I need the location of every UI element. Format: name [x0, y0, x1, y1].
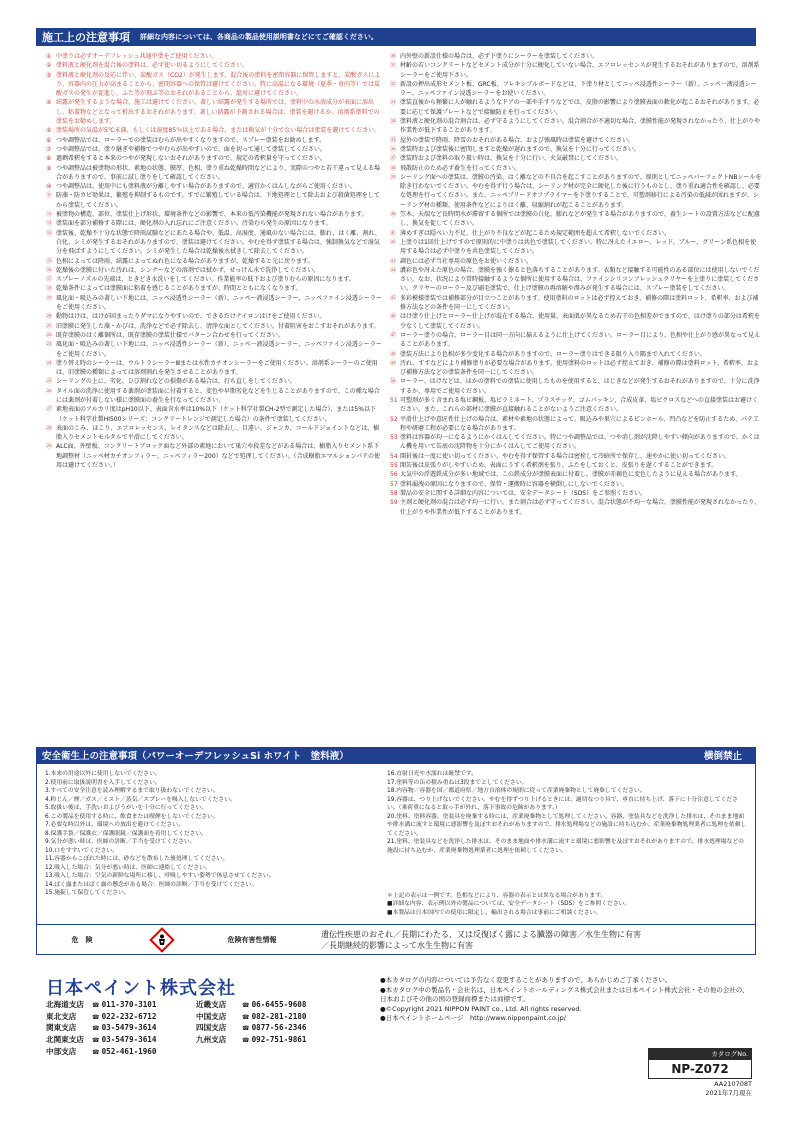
notes-subtitle: 詳細な内容については、各商品の製品使用説明書などにてご確認ください。 — [140, 33, 378, 41]
safety-item: 6.この製品を使用する時に、飲食または喫煙をしないでください。 — [45, 813, 219, 820]
safety-item: 10.口をすすいでください。 — [45, 847, 119, 854]
note-number: ㉓ — [46, 341, 53, 349]
disclaimer-line: ●本カタログの内容については予告なく変更することがありますので、あらかじめご了承ください。 — [380, 976, 672, 984]
note-text: 動物はけは、はけが固まったりダマになりやすいので、できるだけナイロンはけをご使用ください。 — [56, 313, 326, 321]
note-text: シーリングの上に、劣化、ひび割れなどの損傷がある場合は、打ち直しをしてください。 — [56, 378, 296, 386]
note-text: 新設の押出成形セメント板、GRC板、フレキシブルボードなどは、下塗り材としてニッペ浸透性シーラー（新）、ニッペ一液浸透シーラー、ニッペファイン浸透シーラーをお使いください。 — [400, 80, 757, 98]
note-number: ③ — [46, 71, 52, 79]
notes-title: 施工上の注意事項 — [42, 31, 130, 44]
note-text: 材齢の若いコンクリートなどセメント成分が十分に硬化していない場合、エフロレッセンスが発生するおそれがありますので、溶剤系シーラーをご使用下さい。 — [400, 62, 760, 79]
note-item — [390, 80, 762, 99]
note-number: 58 — [390, 489, 398, 497]
safety-item: 8.保護手袋／保護衣／保護眼鏡／保護面を着用してください。 — [45, 830, 208, 837]
note-number: ⑱ — [46, 285, 53, 293]
note-text: 防藻・防カビ効果は、繁殖を抑制するものです。すでに繁殖している場合は、下地処理として除去および殺菌処理をしてから塗装してください。 — [56, 192, 380, 209]
company-logo: 日本ペイント株式会社 — [46, 978, 236, 999]
note-item — [46, 387, 382, 406]
note-text: ローラー塗りの場合、ローラー目は同一方向に揃えるように仕上げてください。ローラー目により、色相や仕上がり感が異なって見えることがあります。 — [400, 331, 761, 349]
note-item — [390, 238, 762, 257]
note-number: ㊷ — [390, 238, 397, 246]
note-item — [390, 498, 762, 517]
catalog-box — [648, 1048, 752, 1098]
note-number: ⑦ — [46, 145, 52, 153]
branch-name: 北関東支店 — [46, 1035, 84, 1045]
branch-row — [46, 1047, 366, 1059]
no-tipping-badge: 横倒禁止 — [703, 751, 742, 762]
note-text: 既存塗膜のはく離個所は、既存塗膜の塗装仕様でパターン合わせを行ってください。 — [56, 331, 284, 339]
note-item — [390, 433, 762, 452]
note-text: 可塑剤が多く含まれる塩ビ鋼板、塩ビラミネート、プラスチック、ゴムパッキン、合成皮革、塩ビクロスなどへの直接塗装はお避けください。また、これらの部材に塗膜が直接触れることがないようご注意ください。 — [400, 396, 758, 414]
note-item — [46, 312, 382, 321]
note-number: ㊳ — [390, 164, 397, 172]
note-item — [390, 257, 762, 266]
safety-item: 12.吸入した場合：気分が悪い時は、医師に連絡してください。 — [45, 864, 211, 871]
disclaimer-line: ●本カタログ中の製品名・会社名は、日本ペイントホールディングス株式会社または日本ペイント株式会社・その他の会社の、日本およびその他の国の登録商標または商標です。 — [380, 985, 749, 1003]
note-number: ⑨ — [46, 164, 52, 172]
hazard-line: ／長期継続的影響によって水生生物に有害 — [321, 941, 473, 950]
safety-list-left — [45, 770, 385, 900]
note-item — [390, 396, 762, 415]
branch-phone: ☎ 092-751-9861 — [242, 1035, 346, 1047]
note-text: 表面のこみ、ほこり、エフロレッセンス、レイタンスなどは除去し、目違い、ジャンカ、コールドジョイントなどは、樹脂入りセメントモルタルで平滑にしてください。 — [56, 424, 380, 442]
note-number: ㊸ — [390, 257, 397, 265]
note-number: ㉚ — [390, 53, 397, 60]
note-text: 素地表面のアルカリ度はpH10以下、表面含水率は10%以下（ケット科学社製CH-2型で測定した場合）、または5%以下（ケット科学社製HI500シリーズ：コンクリートレンジで測定した場合）の条件で塗装してください。 — [56, 406, 376, 423]
note-number: ㉗ — [46, 406, 53, 414]
branch-phone: ☎ 022-232-6712 — [92, 1012, 196, 1024]
safety-note: ■詳細な内容、表示例以外の製品については、安全データシート（SDS）をご参照ください。 — [387, 901, 631, 908]
note-text: はけ塗り仕上げとローラー仕上げが混在する場合、使用量、表面肌が異なるため若干の色相差がでますので、はけ塗りの部分は希釈を少なくして塗装してください。 — [400, 313, 760, 330]
note-number: ⑧ — [46, 155, 52, 163]
note-number: ⑪ — [46, 192, 53, 200]
notes-column-right — [390, 52, 762, 732]
note-number: ㉖ — [46, 387, 53, 395]
note-number: ㉞ — [390, 118, 397, 126]
note-number: 56 — [390, 471, 398, 479]
branch-list — [46, 1000, 366, 1059]
note-number: ㊴ — [390, 173, 397, 181]
note-text: 開缶後は皮張りがしやすいため、表面にうすく希釈剤を張り、ふたをしておくと、皮張りを遅くすることができます。 — [400, 462, 718, 470]
note-item — [46, 191, 382, 210]
note-number: ⑭ — [46, 229, 53, 237]
note-text: 結露が発生するような場合、施工は避けてください。著しい結露が発生する場所では、塗料中の水溶成分が表面に溶出し、粘着物などとなって析出するおそれがあります。著しい結露が予測される場合は、塗装を避けるか、溶剤系塗料での塗装をお勧めします。 — [56, 99, 380, 126]
branch-phone: ☎ 052-461-1960 — [92, 1047, 196, 1059]
branch-phone: ☎ 03-5479-3614 — [92, 1035, 196, 1047]
note-item — [390, 294, 762, 313]
branch-name: 近畿支店 — [196, 1000, 227, 1009]
note-text: 塗装時および塗料の取り扱い時は、換気を十分に行い、火気厳禁にしてください。 — [400, 155, 623, 163]
note-item — [390, 266, 762, 294]
safety-item: 3.すべての安全注意を読み理解するまで取り扱わないでください。 — [45, 788, 219, 794]
note-item — [390, 377, 762, 396]
note-number: ㊺ — [390, 294, 397, 302]
note-item — [46, 359, 382, 378]
note-number: ⑳ — [46, 313, 53, 321]
catalog-date: 2021年7月現在 — [705, 1089, 752, 1097]
branch-phone: ☎ 0877-56-2346 — [242, 1023, 346, 1035]
note-text: 風化面・吸込みの著しい下地には、ニッペ浸透性シーラー（新）、ニッペー液浸透シーラー、ニッペファイン浸透シーラーをご使用ください。 — [56, 294, 382, 312]
note-item — [390, 173, 762, 210]
note-text: 塗装方法により色相が多少変化する場合がありますので、ローラー塗りはできる限り入り隅まで入れてください。 — [400, 350, 706, 358]
note-text: つや調整品は被塗物の形状、素地の状態、膜厚、色相、塗り重ね乾燥時間などにより、実際のつやと若干違って見える場合がありますので、事前に試し塗りをして確認してください。 — [56, 164, 381, 181]
safety-item: 14.ばく露またはばく露の懸念がある場合：医師の診断／手当を受けてください。 — [45, 881, 258, 888]
note-item — [46, 71, 382, 99]
branch-name: 九州支店 — [196, 1035, 227, 1045]
note-item — [390, 164, 762, 173]
note-item — [46, 98, 382, 126]
note-text: つや調整品は、使用中にも塗料液が分離しやすい場合がありますので、適宜かくはんしながらご使用ください。 — [56, 183, 356, 191]
note-number: ㊼ — [390, 331, 397, 339]
branch-name: 中国支店 — [196, 1011, 227, 1021]
branch-name: 関東支店 — [46, 1023, 77, 1033]
note-item — [390, 461, 762, 470]
note-item — [390, 312, 762, 331]
hazard-line: 遺伝性疾患のおそれ／長期にわたる、又は反復ばく露による臓器の障害／水生生物に有害 — [321, 930, 641, 939]
safety-note: ＊上記の表示は一例です。色相などにより、容器の表示とは異なる場合があります。 — [387, 893, 607, 899]
note-text: つや調整品では、塗り継ぎや補修でつやむらが出やすいので、面を切って通して塗装してください。 — [56, 145, 326, 153]
note-item — [46, 266, 382, 275]
note-text: 平滑仕上げや意匠性仕上げの場合は、素材や素地の状態によって、吸込みや巣穴によるピンホール、凹凸などを防止するため、パテ工程や研磨工程が必要になる場合があります。 — [400, 415, 760, 432]
note-text: 多彩模様塗装では補修部分が目立つことがあります。使用塗料のロットは必ず控えておき、補修の際は塗料ロット、希釈率、および補修方法などの条件を同一にしてください。 — [400, 294, 759, 312]
note-item — [390, 452, 762, 461]
note-number: 51 — [390, 396, 398, 404]
note-number: ⑲ — [46, 294, 53, 302]
note-text: 内外壁の新設仕様の場合は、必ず下塗りにシーラーを塗装してください。 — [400, 53, 599, 60]
note-item — [46, 257, 382, 266]
note-number: 53 — [390, 434, 398, 442]
note-number: 55 — [390, 462, 398, 470]
safety-item: 2.使用前に取扱説明書を入手してください。 — [45, 779, 161, 786]
safety-item: 19.容器は、つり上げないでください。やむを得ずつり上げるときには、適切なつり具で、垂直に持ち上げ、落下に十分注意してください。（乗荷重になると取っ手が外れ、落下事故の危険があります。） — [387, 796, 738, 811]
note-number: ⑮ — [46, 257, 53, 265]
disclaimer-line: ●日本ペイントホームページ http://www.nipponpaint.co.jp/ — [380, 1014, 566, 1022]
note-number: ④ — [46, 99, 52, 107]
note-item — [46, 405, 382, 424]
note-item — [390, 117, 762, 136]
note-number: ㉔ — [46, 359, 53, 367]
note-number: ⑫ — [46, 211, 53, 219]
note-number: ㉛ — [390, 62, 397, 70]
note-item — [46, 340, 382, 359]
note-item — [46, 424, 382, 443]
note-text: 塗装直後から頻繁に人が触れるようなドアの一部や手すりなどでは、皮脂の影響により塗膜表面の軟化が起こるおそれがあります。必要に応じて保護プレートなどで接触防止を行ってください。 — [400, 99, 760, 116]
note-item — [390, 331, 762, 350]
branch-name: 中部支店 — [46, 1046, 77, 1056]
note-item — [46, 136, 382, 145]
safety-item: 13.吸入した場合：空気の新鮮な場所に移し、呼吸しやすい姿勢で休息させてください。 — [45, 873, 275, 879]
note-number: 57 — [390, 480, 398, 488]
note-text: 塗料液と硬化剤の反応に伴い、炭酸ガス（CO2）が発生します。混合後の塗料を密閉容器に保管しますと、炭酸ガスにより、容器内の圧力が高まることから、密閉容器への保管は避けてください。特に高温になる環境（夏季・車内等）では炭酸ガスの発生が促進し、ふた等が飛ぶ等のおそれがあることから、絶対に避けてください。 — [56, 71, 381, 98]
note-text: 大気中の浮遊鉄成分が多い地域では、この鉄成分が塗膜表面に付着し、塗膜が赤褐色に変色したように見える場合があります。 — [400, 471, 742, 479]
note-text: 製品の安全に関する詳細な内容については、安全データシート（SDS）をご参照ください。 — [400, 489, 647, 497]
note-item — [46, 331, 382, 340]
note-number: ㊿ — [390, 378, 397, 386]
note-text: 開封後は一度に使い切ってください。やむを得ず保管する場合は密栓して冷暗所で保存し、速やかに使い切ってください。 — [400, 452, 731, 460]
note-text: 屋外の塗装で降雨、降雪のおそれがある場合、および強風時は塗装を避けてください。 — [400, 136, 635, 144]
note-text: 色相によっては降雨、結露によってぬれ色になる場合がありますが、乾燥すると元に戻ります。 — [56, 257, 314, 265]
safety-item: 9.気分が悪い時は、医師の診断／手当を受けてください。 — [45, 839, 196, 845]
note-item — [390, 229, 762, 238]
note-item — [46, 154, 382, 163]
note-text: ローラー、はけなどは、ほかの塗料での塗装に使用したものを使用すると、はじきなどが発生するおそれがありますので、十分に洗浄するか、専用でご使用ください。 — [400, 378, 760, 395]
note-item — [390, 210, 762, 229]
branch-name: 北海道支店 — [46, 1000, 84, 1009]
branch-row — [46, 1000, 366, 1012]
note-item — [390, 154, 762, 163]
note-item — [390, 470, 762, 479]
note-number: ⑬ — [46, 220, 53, 228]
note-text: スプレーノズルの先端は、ときどき水洗いをしてください。作業能率の低下および塗りむらの原因になります。 — [56, 276, 355, 284]
note-item — [390, 359, 762, 378]
notes-column-left — [46, 52, 382, 732]
note-item — [46, 219, 382, 228]
note-item — [390, 98, 762, 117]
safety-item: 5.取扱い後は、手洗いおよびうがいを十分に行ってください。 — [45, 805, 208, 811]
branch-row — [46, 1035, 366, 1047]
note-item — [390, 489, 762, 498]
note-number: ㊲ — [390, 155, 397, 163]
note-number: 59 — [390, 499, 398, 507]
note-text: シーリング面への塗装は、塗膜の汚染、はく離などの不具合を起こすことがありますので、原則としてニッペパーフェクトNBシールを除き行わないでください。やむを得ず行う場合は、シーリング材が完全に硬化した後に行うものとし、塗り重ね適合性を確認し、必要な処理を行ってください。また、ニッペプリードオフプライマーを下塗りすることで、可塑剤移行による汚染の低減が図れますが、シーリング材の種類、使用条件などによりはく離、収縮割れが起こることがあります。 — [400, 173, 762, 209]
note-text: 旧塗膜に発生した藻・かびは、洗浄などで必ず除去し、清浄な面としてください。付着阻害をおこすおそれがあります。 — [56, 322, 380, 330]
note-item — [46, 322, 382, 331]
hazard-info-label: 危険有害性情報 — [227, 936, 277, 944]
branch-phone: ☎ 082-281-2180 — [242, 1012, 346, 1024]
note-item — [390, 136, 762, 145]
note-item — [390, 52, 762, 61]
note-text: 乾燥後の塗膜に付いた汚れは、シンナーなどの溶剤では拭かず、せっけん水で洗浄してください。 — [56, 266, 320, 274]
note-item — [46, 126, 382, 135]
note-number: ㉝ — [390, 99, 397, 107]
note-text: 中塗りは必ずオーデフレッシュ共通中塗をご使用ください。 — [56, 53, 218, 60]
note-number: ㉘ — [46, 424, 53, 432]
note-item — [390, 415, 762, 434]
note-text: 笠木、天端など長時間水が滞留する個所では塗膜の白化、膨れなどが発生する場合がありますので、養生シートの設置方法などに配慮し、換気を促してください。 — [400, 211, 760, 228]
safety-item: 16.直射日光や水濡れは厳禁です。 — [387, 771, 477, 777]
note-number: ㊹ — [390, 266, 397, 274]
branch-phone: ☎ 06-6455-9608 — [242, 1000, 346, 1012]
note-text: タイル面の洗浄に使用する薬剤が塗装面に付着すると、変色や早期劣化などを生じることがありますので、この種な場合には薬剤が付着しない様に塗膜面の養生を行なってください。 — [56, 387, 380, 404]
note-text: 塗料液と硬化剤の混合割合は、必ず守るようにしてください。混合割合が不適切な場合、塗膜性能が発現されなかったり、仕上がりや作業性が低下することがあります。 — [400, 118, 761, 135]
note-text: 塗り替え時のシーラーは、ウルトラシーラーⅢまたは水性カチオンシーラーをご使用ください。溶剤系シーラーのご使用は、旧塗膜の種類によっては溶剤割れを発生させることがあります。 — [56, 359, 378, 377]
note-text: 主剤と硬化剤の混合は必ず均一に行い、また割合は必ず守ってください。混合状態が不均一な場合、塗膜性能が発現されなかったり、仕上がりや作業性が低下することがあります。 — [400, 499, 761, 516]
note-number: ② — [46, 62, 52, 70]
note-text: 薄めすぎは隠ぺい力不足、仕上がり不良などが起こるため規定範囲を超えて希釈しないでください。 — [400, 229, 671, 237]
note-text: 塗装時および塗装後に密閉しますと乾燥が遅れますので、換気を十分に行ってください。 — [400, 145, 640, 153]
safety-item: 21.塗料、塗装具などを洗浄した排水は、そのまま地面や排水溝に流すと環境に悪影響を及ぼすおそれがありますので、排水処理場などの施設に持ち込むか、産業廃棄物処理業者に処理を依頼してください。 — [387, 839, 744, 854]
branch-name: 東北支店 — [46, 1011, 77, 1021]
ghs-row — [37, 924, 755, 955]
note-number: 54 — [390, 452, 398, 460]
safety-item: 11.容器からこぼれた時には、砂などを散布した後処理してください。 — [45, 856, 229, 862]
note-number: ㊽ — [390, 350, 397, 358]
note-text: つや調整品では、ローラーでの塗装はむらが出やすくなりますので、スプレー塗装をお勧めします。 — [56, 136, 326, 144]
note-text: 塗料は容器が均一になるようにかくはんしてください。特につや調整品では、つや消し剤が沈降しやすい傾向がありますので、かくはん機を用いて缶底の沈降物を十分にかくはんしてご使用ください。 — [400, 434, 760, 451]
safety-item: 20.塗料、塗料容器、塗装具を廃棄する時には、産業廃棄物として処理してください。容器、塗装具などを洗浄した排水は、そのまま地面や排水溝に流すと環境に悪影響を及ぼすおそれがありますので、排水処理場などの施設に持ち込むか、産業廃棄物処理業者に処理を依頼してください。 — [387, 813, 747, 837]
safety-item: 15.施錠して保管してください。 — [45, 890, 130, 896]
note-item — [390, 480, 762, 489]
note-text: 調色には必ず当社専用の原色をお使いください。 — [400, 257, 533, 265]
note-text: 塗装後、乾燥不十分な状態で降雨試験などにあたる場合や、低温、高湿度、通風のない場合には、膨れ、はく離、割れ、白化、シミが発生するおそれがありますので、塗装は避けてください。やむを得ず塗装する場合は、強制換気などで湿気分を飛ばすようにしてください。シミが発生した場合は乾燥後水拭きして除去してください。 — [56, 229, 381, 256]
note-number: ⑥ — [46, 136, 52, 144]
note-number: ⑩ — [46, 183, 52, 191]
safety-item: 1.本来の用途以外に使用しないでください。 — [45, 771, 161, 777]
branch-row — [46, 1012, 366, 1024]
note-item — [46, 442, 382, 470]
note-text: 被塗物の構造、部位、塗装仕上げ形状、環境条件などの影響で、本来の低汚染機能が発現されない場合があります。 — [56, 211, 368, 219]
safety-header — [36, 747, 756, 763]
signal-word: 危 険 — [71, 936, 93, 944]
note-item — [390, 350, 762, 359]
branch-phone: ☎ 03-5479-3614 — [92, 1023, 196, 1035]
note-number: ㉟ — [390, 136, 397, 144]
note-item — [390, 145, 762, 154]
branch-row — [46, 1023, 366, 1035]
note-number: ㊱ — [390, 145, 397, 153]
safety-list-right — [387, 770, 747, 880]
note-number: ㉒ — [46, 331, 53, 339]
hazard-info — [307, 929, 755, 951]
note-text: 塗料液と硬化剤を混合後の塗料は、必ず使い切るようにしてください。 — [56, 62, 249, 70]
note-item — [46, 229, 382, 257]
note-number: ① — [46, 53, 52, 60]
safety-item: 17.塗料等の缶の積み重ねは3段までとしてください。 — [387, 779, 528, 786]
note-number: ㉜ — [390, 80, 397, 88]
catalog-code: NP-Z072 — [648, 1059, 752, 1079]
note-item — [46, 182, 382, 191]
note-text: 飛散防止のため必ず養生を行ってください。 — [400, 164, 521, 172]
disclaimer-line: ●©Copyright 2021 NIPPON PAINT co., Ltd. All rights reserved. — [380, 1004, 582, 1013]
catalog-label: カタログNo. — [648, 1048, 752, 1059]
note-text: 汚れ、すすなどにより補修塗りが必要な場合があります。使用塗料のロットは必ず控えておき、補修の際は塗料ロット、希釈率、および補修方法などの塗装条件を同一にしてください。 — [400, 359, 759, 377]
note-number: ㉕ — [46, 378, 53, 386]
note-number: ⑰ — [46, 276, 53, 284]
note-number: ㉙ — [46, 443, 53, 451]
note-item — [46, 164, 382, 183]
note-item — [46, 145, 382, 154]
note-text: 上塗りは1回仕上げですので原則的に中塗りは共色で塗装してください。特に冴えたイエロー、レッド、ブルー、グリーン系色相を使用する場合は必ず中塗りを共色塗装してください。 — [400, 238, 757, 256]
note-text: 塗装場所の気温が5℃未満、もしくは湿度85％以上である場合、または換気が十分でない場合は塗装を避けてください。 — [56, 127, 381, 135]
note-item — [46, 210, 382, 219]
note-item — [46, 284, 382, 293]
branch-phone: ☎ 011-370-3101 — [92, 1000, 196, 1012]
note-item — [46, 61, 382, 70]
note-number: ㊻ — [390, 313, 397, 321]
note-number: ㉑ — [46, 322, 53, 330]
note-item — [46, 377, 382, 386]
safety-item: 7.必要な時以外は、環境への放出を避けてください。 — [45, 822, 184, 828]
safety-notes — [387, 892, 747, 917]
note-number: ㊾ — [390, 359, 397, 367]
note-text: 過剰希釈をすると本来のつやが発現しないおそれがありますので、規定の希釈量を守ってください。 — [56, 155, 326, 163]
note-number: ㊵ — [390, 211, 397, 219]
note-number: ㊶ — [390, 229, 397, 237]
note-number: ⑯ — [46, 266, 53, 274]
notes-header — [36, 28, 756, 46]
safety-item: 18.内容物／容器を国／都道府県／地方自治体の規則に従って産業廃棄物として廃棄してください。 — [387, 788, 646, 794]
note-number: 52 — [390, 415, 398, 423]
note-item — [46, 52, 382, 61]
note-text: 濃彩色や冴えた原色の場合、塗膜を強く擦ると色落ちすることがあります。衣類など接触する可能性のある部位には使用しないでください。なお、状況により常時接触するような個所に使用する場合は、ファインシリコンフレッシュクリヤーを上塗りに塗装してください。クリヤーのローラー及び刷毛塗装で、仕上げ塗膜の再溶解や滲みが発生する場合には、スプレー塗装をしてください。 — [400, 266, 760, 293]
note-number: ⑤ — [46, 127, 52, 135]
note-item — [46, 294, 382, 313]
note-text: 塗装面を部分補修する際には、硬化剤の入れ忘れにご注意ください。汚染むら発生の原因になります。 — [56, 220, 332, 228]
disclaimer — [380, 976, 754, 1024]
note-text: ALC面、外壁板、コンクリートブロック面など外部の素地において巣穴や段差などがある場合は、樹脂入りセメント系下地調整材（ニッペ材カチオンフィラー、ニッペフィラー200）などで処理してください。（合成樹脂エマルションパテの使用は避けてください。） — [56, 443, 380, 470]
safety-box — [36, 763, 756, 955]
branch-name: 四国支店 — [196, 1023, 227, 1033]
note-text: 風化面・吸込みの著しい下地には、ニッペ浸透性シーラー（新）、ニッペ一液浸透シーラー、ニッペファイン浸透シーラーをご使用ください。 — [56, 341, 382, 358]
safety-item: 4.粉じん／煙／ガス／ミスト／蒸気／スプレーを吸入しないでください。 — [45, 796, 236, 803]
safety-note: ■本製品は日本国内での使用に限定し、輸出される場合は事前にご相談ください。 — [387, 909, 602, 916]
safety-title: 安全衛生上の注意事項（パワーオーデフレッシュSi ホワイト 塗料液） — [42, 751, 349, 762]
ghs-health-hazard-icon — [127, 927, 197, 953]
note-item — [46, 275, 382, 284]
note-text: 塗料漏洩の原因になりますので、保管・運搬時に容器を横倒しにしないでください。 — [400, 480, 628, 488]
catalog-ref: AA210708T — [714, 1080, 752, 1088]
note-text: 乾燥条件によっては塗膜面に粘着を感じることがありますが、時間とともになくなります。 — [56, 285, 302, 293]
note-item — [390, 61, 762, 80]
